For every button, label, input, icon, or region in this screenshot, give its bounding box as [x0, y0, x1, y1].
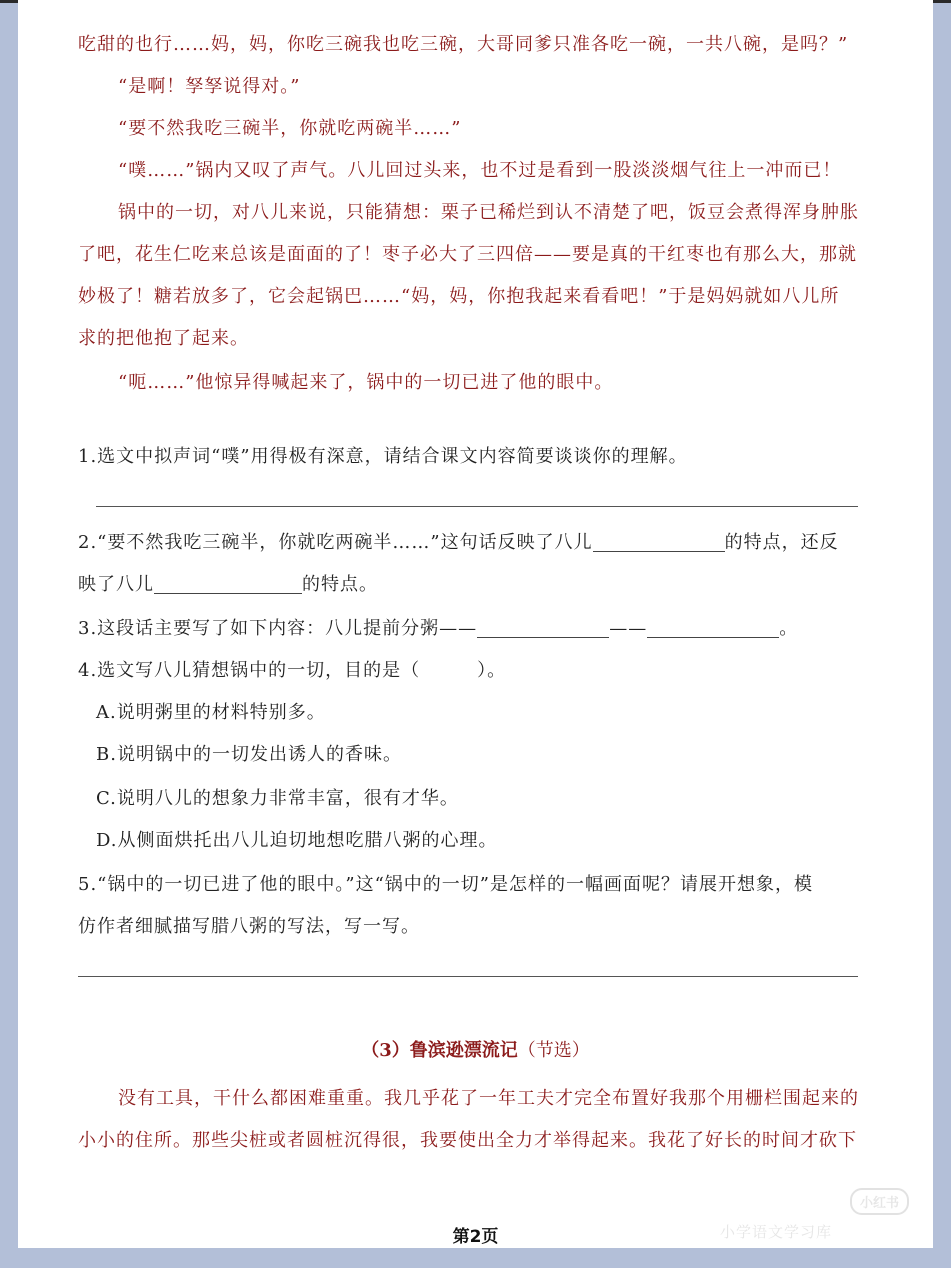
question-5-line2: 仿作者细腻描写腊八粥的写法，写一写。: [78, 916, 420, 937]
blank-q3-2[interactable]: [647, 617, 779, 638]
option-d[interactable]: D.从侧面烘托出八儿迫切地想吃腊八粥的心理。: [96, 830, 498, 851]
question-3: 3.这段话主要写了如下内容：八儿提前分粥—— —— 。: [78, 618, 799, 639]
answer-line-q5[interactable]: [78, 976, 858, 977]
answer-line-q1[interactable]: [96, 506, 858, 507]
passage-line: 了吧，花生仁吃来总该是面面的了！枣子必大了三四倍——要是真的干红枣也有那么大，那就: [78, 244, 857, 265]
section-title: （3）鲁滨逊漂流记（节选）: [361, 1040, 590, 1061]
passage-line: “要不然我吃三碗半，你就吃两碗半……”: [118, 118, 462, 139]
question-4: 4.选文写八儿猜想锅中的一切，目的是（ ）。: [78, 660, 507, 681]
question-2-line2: 映了八儿 的特点。: [78, 574, 378, 595]
blank-q3-1[interactable]: [477, 617, 609, 638]
question-5-line1: 5.“锅中的一切已进了他的眼中。”这“锅中的一切”是怎样的一幅画面呢？请展开想象，模: [78, 874, 813, 895]
page-number: 第2页: [452, 1227, 499, 1247]
blank-q2-2[interactable]: [154, 573, 302, 594]
blank-q2-1[interactable]: [593, 531, 725, 552]
passage-line: “是啊！孥孥说得对。”: [118, 76, 301, 97]
watermark-logo: 小红书: [850, 1188, 909, 1215]
question-2-line1: 2.“要不然我吃三碗半，你就吃两碗半……”这句话反映了八儿 的特点，还反: [78, 532, 839, 553]
passage-line: 求的把他抱了起来。: [78, 328, 249, 349]
passage-line: “噗……”锅内又叹了声气。八儿回过头来，也不过是看到一股淡淡烟气往上一冲而已！: [118, 160, 842, 181]
passage-line: “呃……”他惊异得喊起来了，锅中的一切已进了他的眼中。: [118, 372, 614, 393]
passage-line: 吃甜的也行……妈，妈，你吃三碗我也吃三碗，大哥同爹只准各吃一碗，一共八碗，是吗？”: [78, 34, 849, 55]
passage-line: 妙极了！糖若放多了，它会起锅巴……“妈，妈，你抱我起来看看吧！”于是妈妈就如八儿所: [78, 286, 840, 307]
option-a[interactable]: A.说明粥里的材料特别多。: [96, 702, 326, 723]
option-c[interactable]: C.说明八儿的想象力非常丰富，很有才华。: [96, 788, 459, 809]
passage-line: 没有工具，干什么都困难重重。我几乎花了一年工夫才完全布置好我那个用栅栏围起来的: [118, 1088, 859, 1109]
question-1: 1.选文中拟声词“噗”用得极有深意，请结合课文内容简要谈谈你的理解。: [78, 446, 688, 467]
watermark-text: 小学语文学习库: [719, 1223, 832, 1241]
passage-line: 小小的住所。那些尖桩或者圆桩沉得很，我要使出全力才举得起来。我花了好长的时间才砍下: [78, 1130, 857, 1151]
passage-line: 锅中的一切，对八儿来说，只能猜想：栗子已稀烂到认不清楚了吧，饭豆会煮得浑身肿胀: [118, 202, 859, 223]
option-b[interactable]: B.说明锅中的一切发出诱人的香味。: [96, 744, 402, 765]
